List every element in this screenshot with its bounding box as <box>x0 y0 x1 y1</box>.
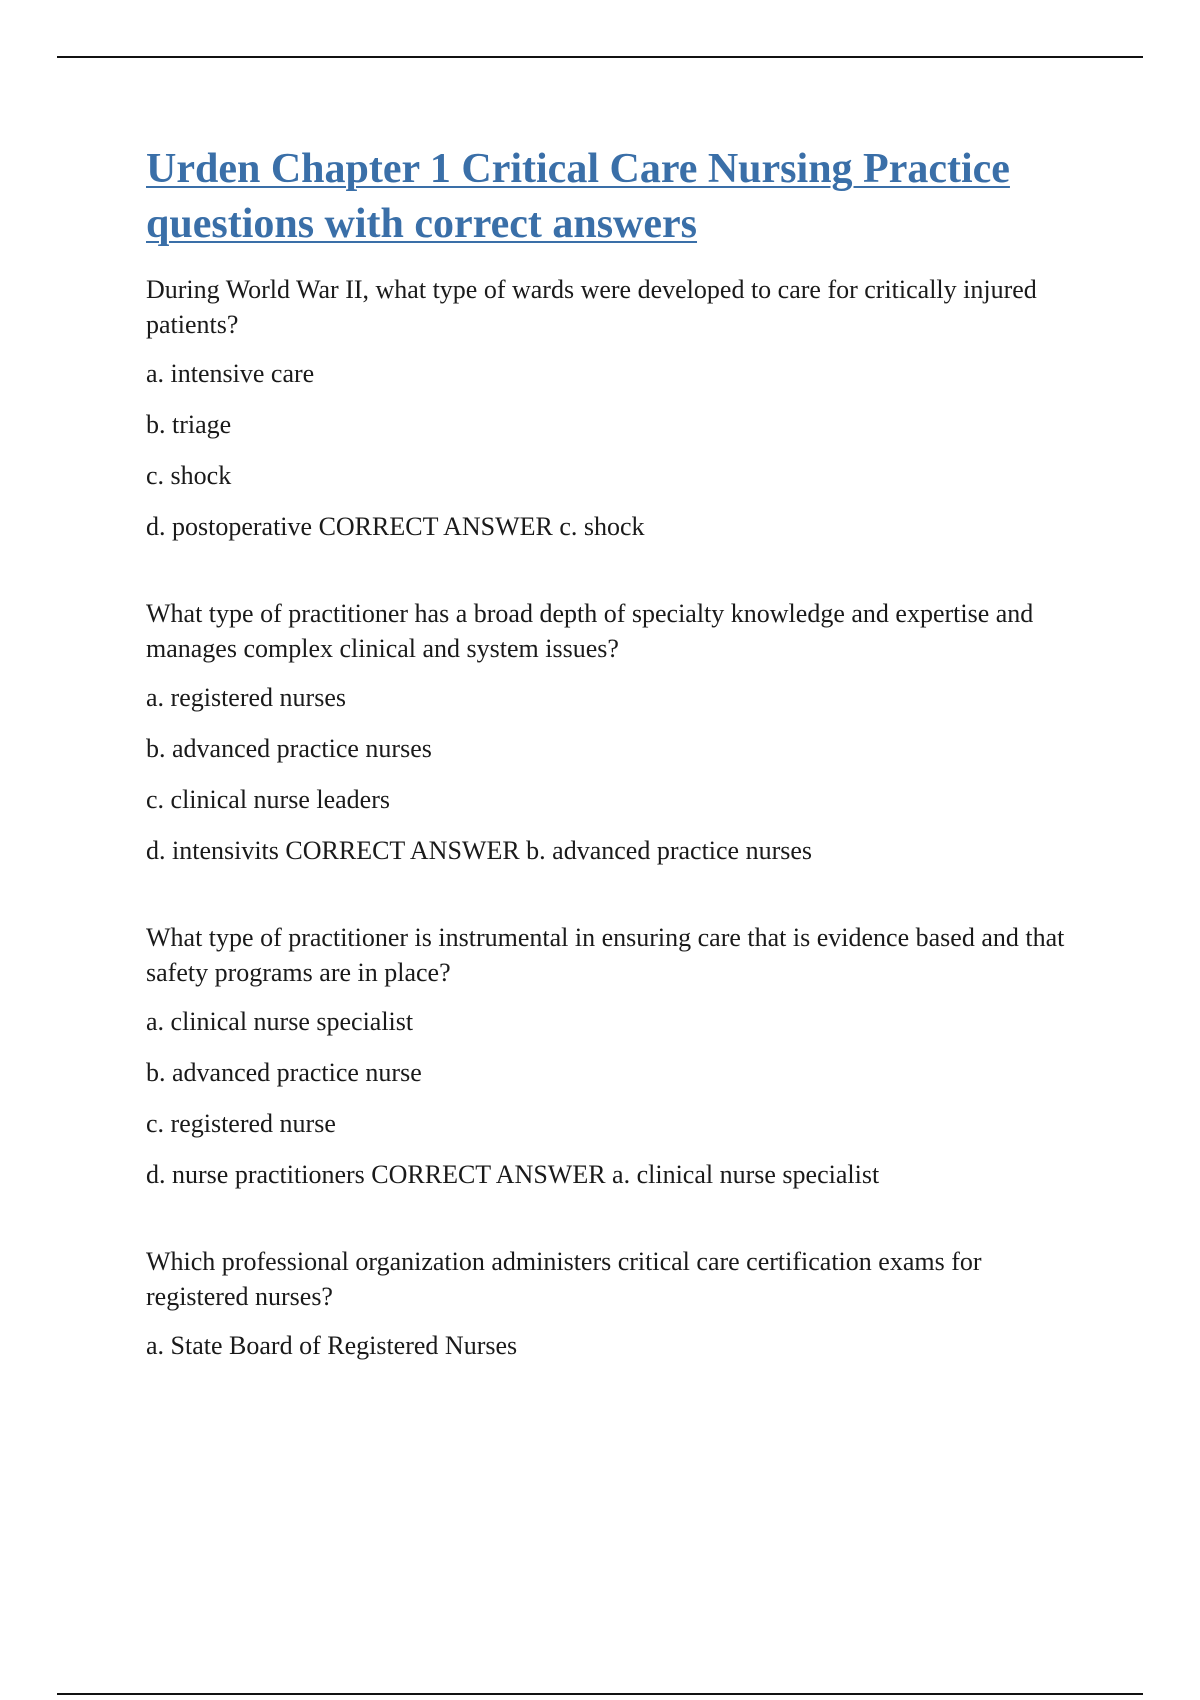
question-text: What type of practitioner has a broad depth of specialty knowledge and expertise and manages complex clinical and system issues? <box>146 599 1034 663</box>
question-block-4 <box>146 1244 1076 1363</box>
question-block-3 <box>146 920 1076 1192</box>
question-text: What type of practitioner is instrumental in ensuring care that is evidence based and that safety programs are in place? <box>146 923 1065 987</box>
answer-option: a. clinical nurse specialist <box>146 1007 414 1036</box>
answer-option: a. State Board of Registered Nurses <box>146 1331 518 1360</box>
question-block-1 <box>146 272 1076 544</box>
document-body <box>146 142 1076 1415</box>
question-text: Which professional organization administers critical care certification exams for registered nurses? <box>146 1247 982 1311</box>
answer-option: c. clinical nurse leaders <box>146 785 390 814</box>
answer-option: a. intensive care <box>146 359 315 388</box>
answer-option: a. registered nurses <box>146 683 346 712</box>
header-rule <box>57 56 1143 58</box>
answer-option: b. advanced practice nurse <box>146 1058 422 1087</box>
document-title: Urden Chapter 1 Critical Care Nursing Practice questions with correct answers <box>146 146 1010 247</box>
question-block-2 <box>146 596 1076 868</box>
answer-option: b. advanced practice nurses <box>146 734 432 763</box>
answer-option: c. shock <box>146 461 232 490</box>
answer-option: c. registered nurse <box>146 1109 336 1138</box>
answer-option: d. intensivits CORRECT ANSWER b. advanced practice nurses <box>146 836 813 865</box>
answer-option: d. postoperative CORRECT ANSWER c. shock <box>146 512 645 541</box>
question-text: During World War II, what type of wards were developed to care for critically injured patients? <box>146 275 1037 339</box>
answer-option: d. nurse practitioners CORRECT ANSWER a. clinical nurse specialist <box>146 1160 880 1189</box>
answer-option: b. triage <box>146 410 232 439</box>
footer-rule <box>57 1693 1143 1695</box>
